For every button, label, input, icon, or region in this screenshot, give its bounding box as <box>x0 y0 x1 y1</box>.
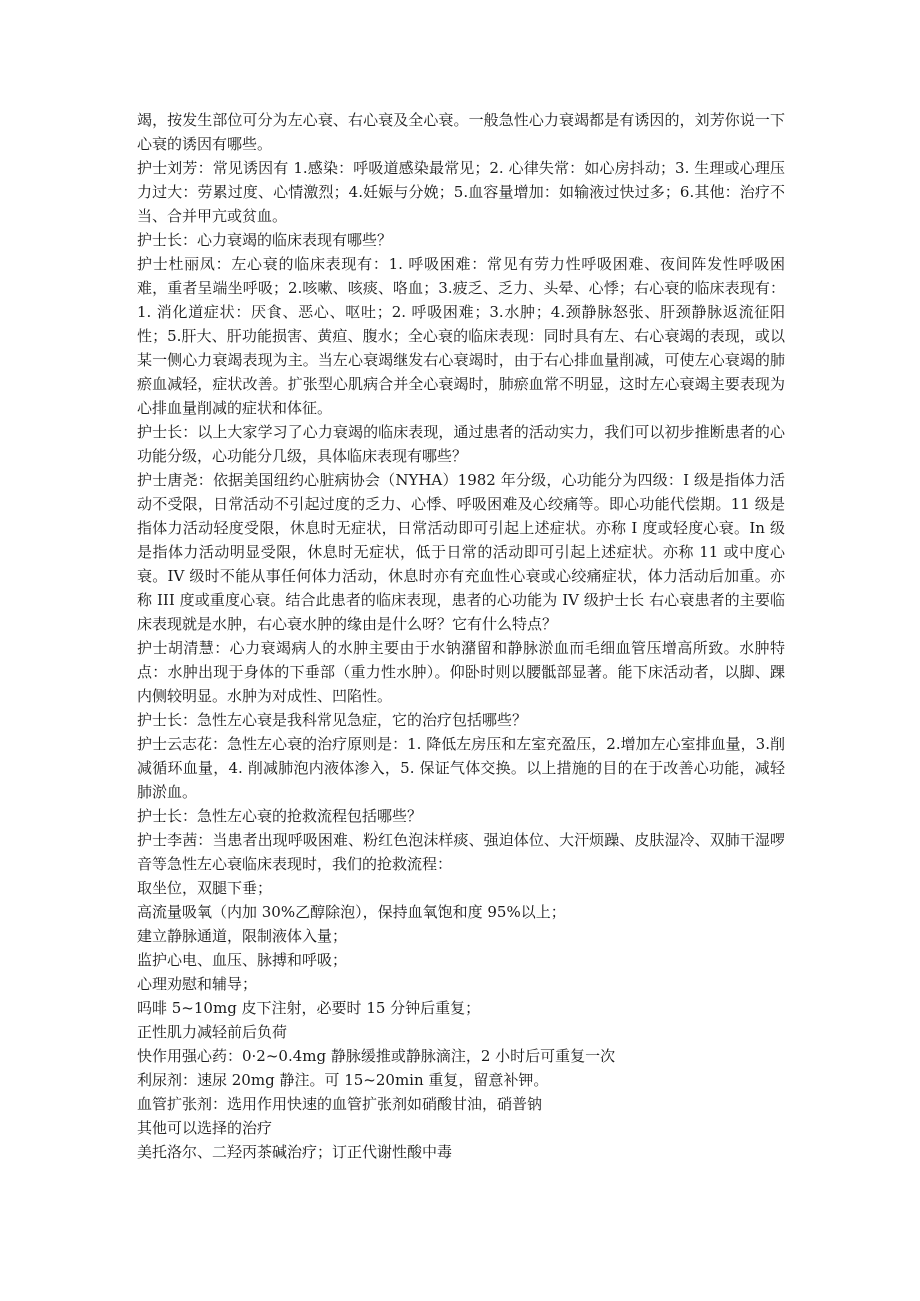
paragraph-head-nurse-q1: 护士长：心力衰竭的临床表现有哪些？ <box>137 231 393 249</box>
list-item: 吗啡 5~10mg 皮下注射，必要时 15 分钟后重复； <box>137 999 481 1017</box>
list-item: 其他可以选择的治疗 <box>137 1119 273 1137</box>
list-item: 高流量吸氧（内加 30%乙醇除泡），保持血氧饱和度 95%以上； <box>137 903 566 921</box>
paragraph-liu-fang: 护士刘芳：常见诱因有 1.感染：呼吸道感染最常见；2. 心律失常：如心房抖动；3. 生理或心理压力过大：劳累过度、心情激烈；4.妊娠与分娩；5.血容量增加：如输液过快过多；6.其他：治疗不当、合并甲亢或贫血。 <box>137 159 785 225</box>
list-item: 监护心电、血压、脉搏和呼吸； <box>137 951 348 969</box>
paragraph-head-nurse-q3: 护士长：急性左心衰是我科常见急症，它的治疗包括哪些？ <box>137 711 528 729</box>
paragraph-intro: 竭，按发生部位可分为左心衰、右心衰及全心衰。一般急性心力衰竭都是有诱因的，刘芳你说一下心衰的诱因有哪些。 <box>137 111 785 153</box>
list-item: 正性肌力减轻前后负荷 <box>137 1023 288 1041</box>
paragraph-tang-yao: 护士唐尧：依据美国纽约心脏病协会（NYHA）1982 年分级，心功能分为四级：I 级是指体力活动不受限，日常活动不引起过度的乏力、心悸、呼吸困难及心绞痛等。即心功能代偿期。11 级是指体力活动轻度受限，休息时无症状，日常活动即可引起上述症状。亦称 I 度或轻度心衰。In 级是指体力活动明显受限，休息时无症状，低于日常的活动即可引起上述症状。亦称 11 或中度心衰。IV 级时不能从事任何体力活动，休息时亦有充血性心衰或心绞痛症状，体力活动后加重。亦称 III 度或重度心衰。结合此患者的临床表现，患者的心功能为 IV 级护士长 右心衰患者的主要临床表现就是水肿，右心衰水肿的缘由是什么呀？它有什么特点？ <box>137 471 785 633</box>
list-item: 心理劝慰和辅导； <box>137 975 258 993</box>
list-item: 快作用强心药：0·2~0.4mg 静脉缓推或静脉滴注，2 小时后可重复一次 <box>137 1047 616 1065</box>
paragraph-head-nurse-q2: 护士长：以上大家学习了心力衰竭的临床表现，通过患者的活动实力，我们可以初步推断患者的心功能分级，心功能分几级，具体临床表现有哪些？ <box>137 423 785 465</box>
list-item: 取坐位，双腿下垂； <box>137 879 273 897</box>
paragraph-du-lifeng: 护士杜丽凤：左心衰的临床表现有：1. 呼吸困难：常见有劳力性呼吸困难、夜间阵发性呼吸困难，重者呈端坐呼吸；2.咳嗽、咳痰、咯血；3.疲乏、乏力、头晕、心悸；右心衰的临床表现有：1. 消化道症状：厌食、恶心、呕吐；2. 呼吸困难；3.水肿；4.颈静脉怒张、肝颈静脉返流征阳性；5.肝大、肝功能损害、黄疸、腹水；全心衰的临床表现：同时具有左、右心衰竭的表现，或以某一侧心力衰竭表现为主。当左心衰竭继发右心衰竭时，由于右心排血量削减，可使左心衰竭的肺瘀血减轻，症状改善。扩张型心肌病合并全心衰竭时，肺瘀血常不明显，这时左心衰竭主要表现为心排血量削减的症状和体征。 <box>137 255 785 417</box>
paragraph-head-nurse-q4: 护士长：急性左心衰的抢救流程包括哪些？ <box>137 807 423 825</box>
paragraph-yun-zhihua: 护士云志花：急性左心衰的治疗原则是：1. 降低左房压和左室充盈压，2.增加左心室排血量，3.削减循环血量，4. 削减肺泡内液体渗入，5. 保证气体交换。以上措施的目的在于改善心功能，减轻肺淤血。 <box>137 735 785 801</box>
document-page <box>137 108 785 1164</box>
list-item: 美托洛尔、二羟丙茶碱治疗；订正代谢性酸中毒 <box>137 1143 453 1161</box>
paragraph-hu-qinghui: 护士胡清慧：心力衰竭病人的水肿主要由于水钠潴留和静脉淤血而毛细血管压增高所致。水肿特点：水肿出现于身体的下垂部（重力性水肿）。仰卧时则以腰骶部显著。能下床活动者，以脚、踝内侧较明显。水肿为对成性、凹陷性。 <box>137 639 785 705</box>
list-item: 利尿剂：速尿 20mg 静注。可 15~20min 重复，留意补钾。 <box>137 1071 549 1089</box>
list-item: 血管扩张剂：选用作用快速的血管扩张剂如硝酸甘油，硝普钠 <box>137 1095 543 1113</box>
list-item: 建立静脉通道，限制液体入量； <box>137 927 348 945</box>
paragraph-li-qian: 护士李茜：当患者出现呼吸困难、粉红色泡沫样痰、强迫体位、大汗烦躁、皮肤湿冷、双肺干湿啰音等急性左心衰临床表现时，我们的抢救流程： <box>137 831 785 873</box>
